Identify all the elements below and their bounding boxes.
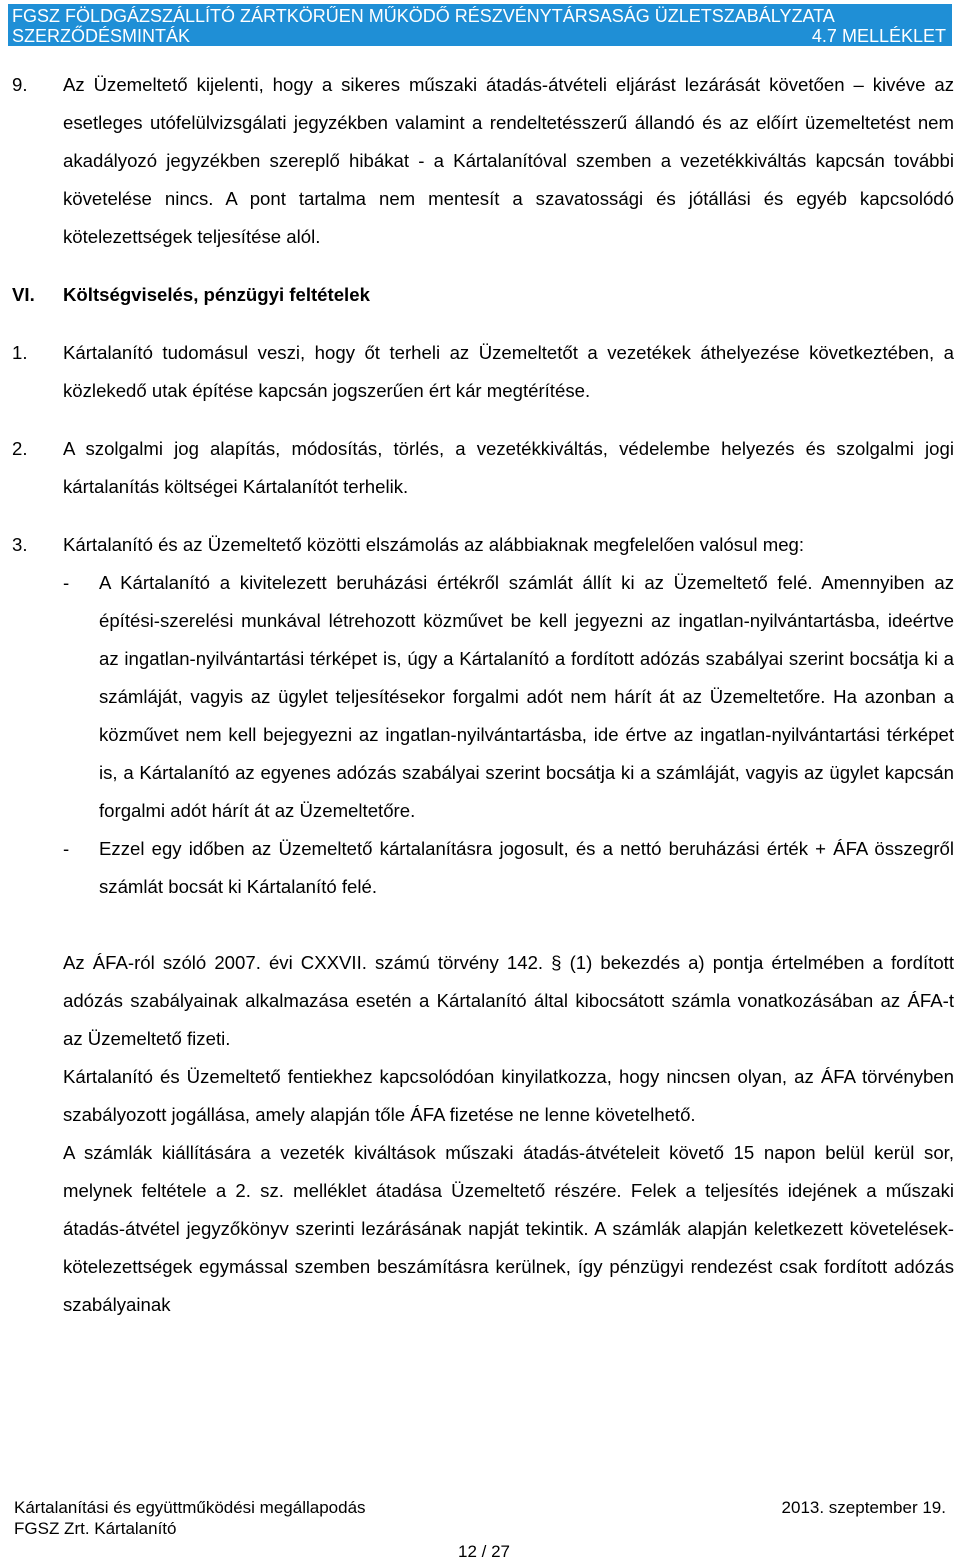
section-heading <box>12 276 954 314</box>
clause-number: 9. <box>12 74 28 95</box>
footer-party: FGSZ Zrt. Kártalanító <box>14 1519 177 1538</box>
list-item <box>63 830 954 906</box>
section-number: VI. <box>12 284 35 305</box>
footer-date: 2013. szeptember 19. <box>781 1498 946 1517</box>
clause-3 <box>12 526 954 564</box>
document-header <box>8 4 952 46</box>
section-title: Költségviselés, pénzügyi feltételek <box>63 284 370 305</box>
clause-text: Kártalanító tudomásul veszi, hogy őt terheli az Üzemeltetőt a vezetékek áthelyezése következtében, a közlekedő utak építése kapcsán jogszerűen ért kár megtérítése. <box>63 342 954 401</box>
clause-number: 2. <box>12 438 28 459</box>
list-item-text: A Kártalanító a kivitelezett beruházási értékről számlát állít ki az Üzemeltető felé. Amennyiben az építési-szerelési munkával létrehozott közművet be kell jegyezni az ingatlan-nyilvántartásba, ideértve az ingatlan-nyilvántartási térképet is, úgy a Kártalanító a fordított adózás szabályai szerint bocsátja ki a számláját, vagyis az ügylet teljesítésekor forgalmi adót nem hárít át az Üzemeltetőre. Ha azonban a közművet nem kell bejegyezni az ingatlan-nyilvántartásba, ide értve az ingatlan-nyilvántartási térképet is, a Kártalanító az egyenes adózás szabályai szerint bocsátja ki a számláját, vagyis az ügylet kapcsán forgalmi adót hárít át az Üzemeltetőre. <box>99 572 954 821</box>
clause-2 <box>12 430 954 506</box>
clause-9 <box>12 66 954 256</box>
header-subtitle-row <box>12 26 946 46</box>
footer-row <box>14 1518 946 1539</box>
header-section-label: SZERZŐDÉSMINTÁK <box>12 26 191 46</box>
dash-marker: - <box>63 838 70 859</box>
clause-text: Az Üzemeltető kijelenti, hogy a sikeres műszaki átadás-átvételi eljárást lezárását követően – kivéve az esetleges utófelülvizsgálati jegyzékben valamint a rendeltetésszerű állandó és az előírt üzemeltetést nem akadályozó jegyzékben szereplő hibákat - a Kártalanítóval szemben a vezetékkiváltás kapcsán további követelése nincs. A pont tartalma nem mentesít a szavatossági és jótállási és egyéb kapcsolódó kötelezettségek teljesítése alól. <box>63 74 954 247</box>
footer-document-title: Kártalanítási és együttműködési megállapodás <box>14 1498 366 1517</box>
header-annex-label: 4.7 MELLÉKLET <box>811 26 946 46</box>
document-body <box>12 66 954 1324</box>
list-item-text: Ezzel egy időben az Üzemeltető kártalanításra jogosult, és a nettó beruházási érték + ÁFA összegről számlát bocsát ki Kártalanító felé. <box>99 838 954 897</box>
clause-1 <box>12 334 954 410</box>
dash-marker: - <box>63 572 70 593</box>
page-number: 12 / 27 <box>458 1542 510 1561</box>
clause-number: 3. <box>12 534 28 555</box>
clause-text: A szolgalmi jog alapítás, módosítás, törlés, a vezetékkiváltás, védelembe helyezés és szolgalmi jogi kártalanítás költségei Kártalanítót terhelik. <box>63 438 954 497</box>
paragraph: Az ÁFA-ról szóló 2007. évi CXXVII. számú törvény 142. § (1) bekezdés a) pontja értelmében a fordított adózás szabályainak alkalmazása esetén a Kártalanító által kibocsátott számla vonatkozásában az ÁFA-t az Üzemeltető fizeti. <box>63 952 954 1049</box>
paragraph: A számlák kiállítására a vezeték kiváltások műszaki átadás-átvételeit követő 15 napon belül kerül sor, melynek feltétele a 2. sz. melléklet átadása Üzemeltető részére. Felek a teljesítés idejének a műszaki átadás-átvétel jegyzőkönyv szerinti lezárásának napját tekintik. A számlák alapján keletkezett követelések-kötelezettségek egymással szemben beszámításra kerülnek, így pénzügyi rendezést csak fordított adózás szabályainak <box>63 1142 954 1315</box>
document-footer <box>14 1497 946 1561</box>
paragraph: Kártalanító és Üzemeltető fentiekhez kapcsolódóan kinyilatkozza, hogy nincsen olyan, az ÁFA törvényben szabályozott jogállása, amely alapján tőle ÁFA fizetése ne lenne követelhető. <box>63 1066 954 1125</box>
footer-row <box>14 1497 946 1518</box>
list-item <box>63 564 954 830</box>
clause-number: 1. <box>12 342 28 363</box>
clause-text: Kártalanító és az Üzemeltető közötti elszámolás az alábbiaknak megfelelően valósul meg: <box>63 534 805 555</box>
header-title: FGSZ FÖLDGÁZSZÁLLÍTÓ ZÁRTKÖRŰEN MŰKÖDŐ RÉSZVÉNYTÁRSASÁG ÜZLETSZABÁLYZATA <box>12 6 835 26</box>
